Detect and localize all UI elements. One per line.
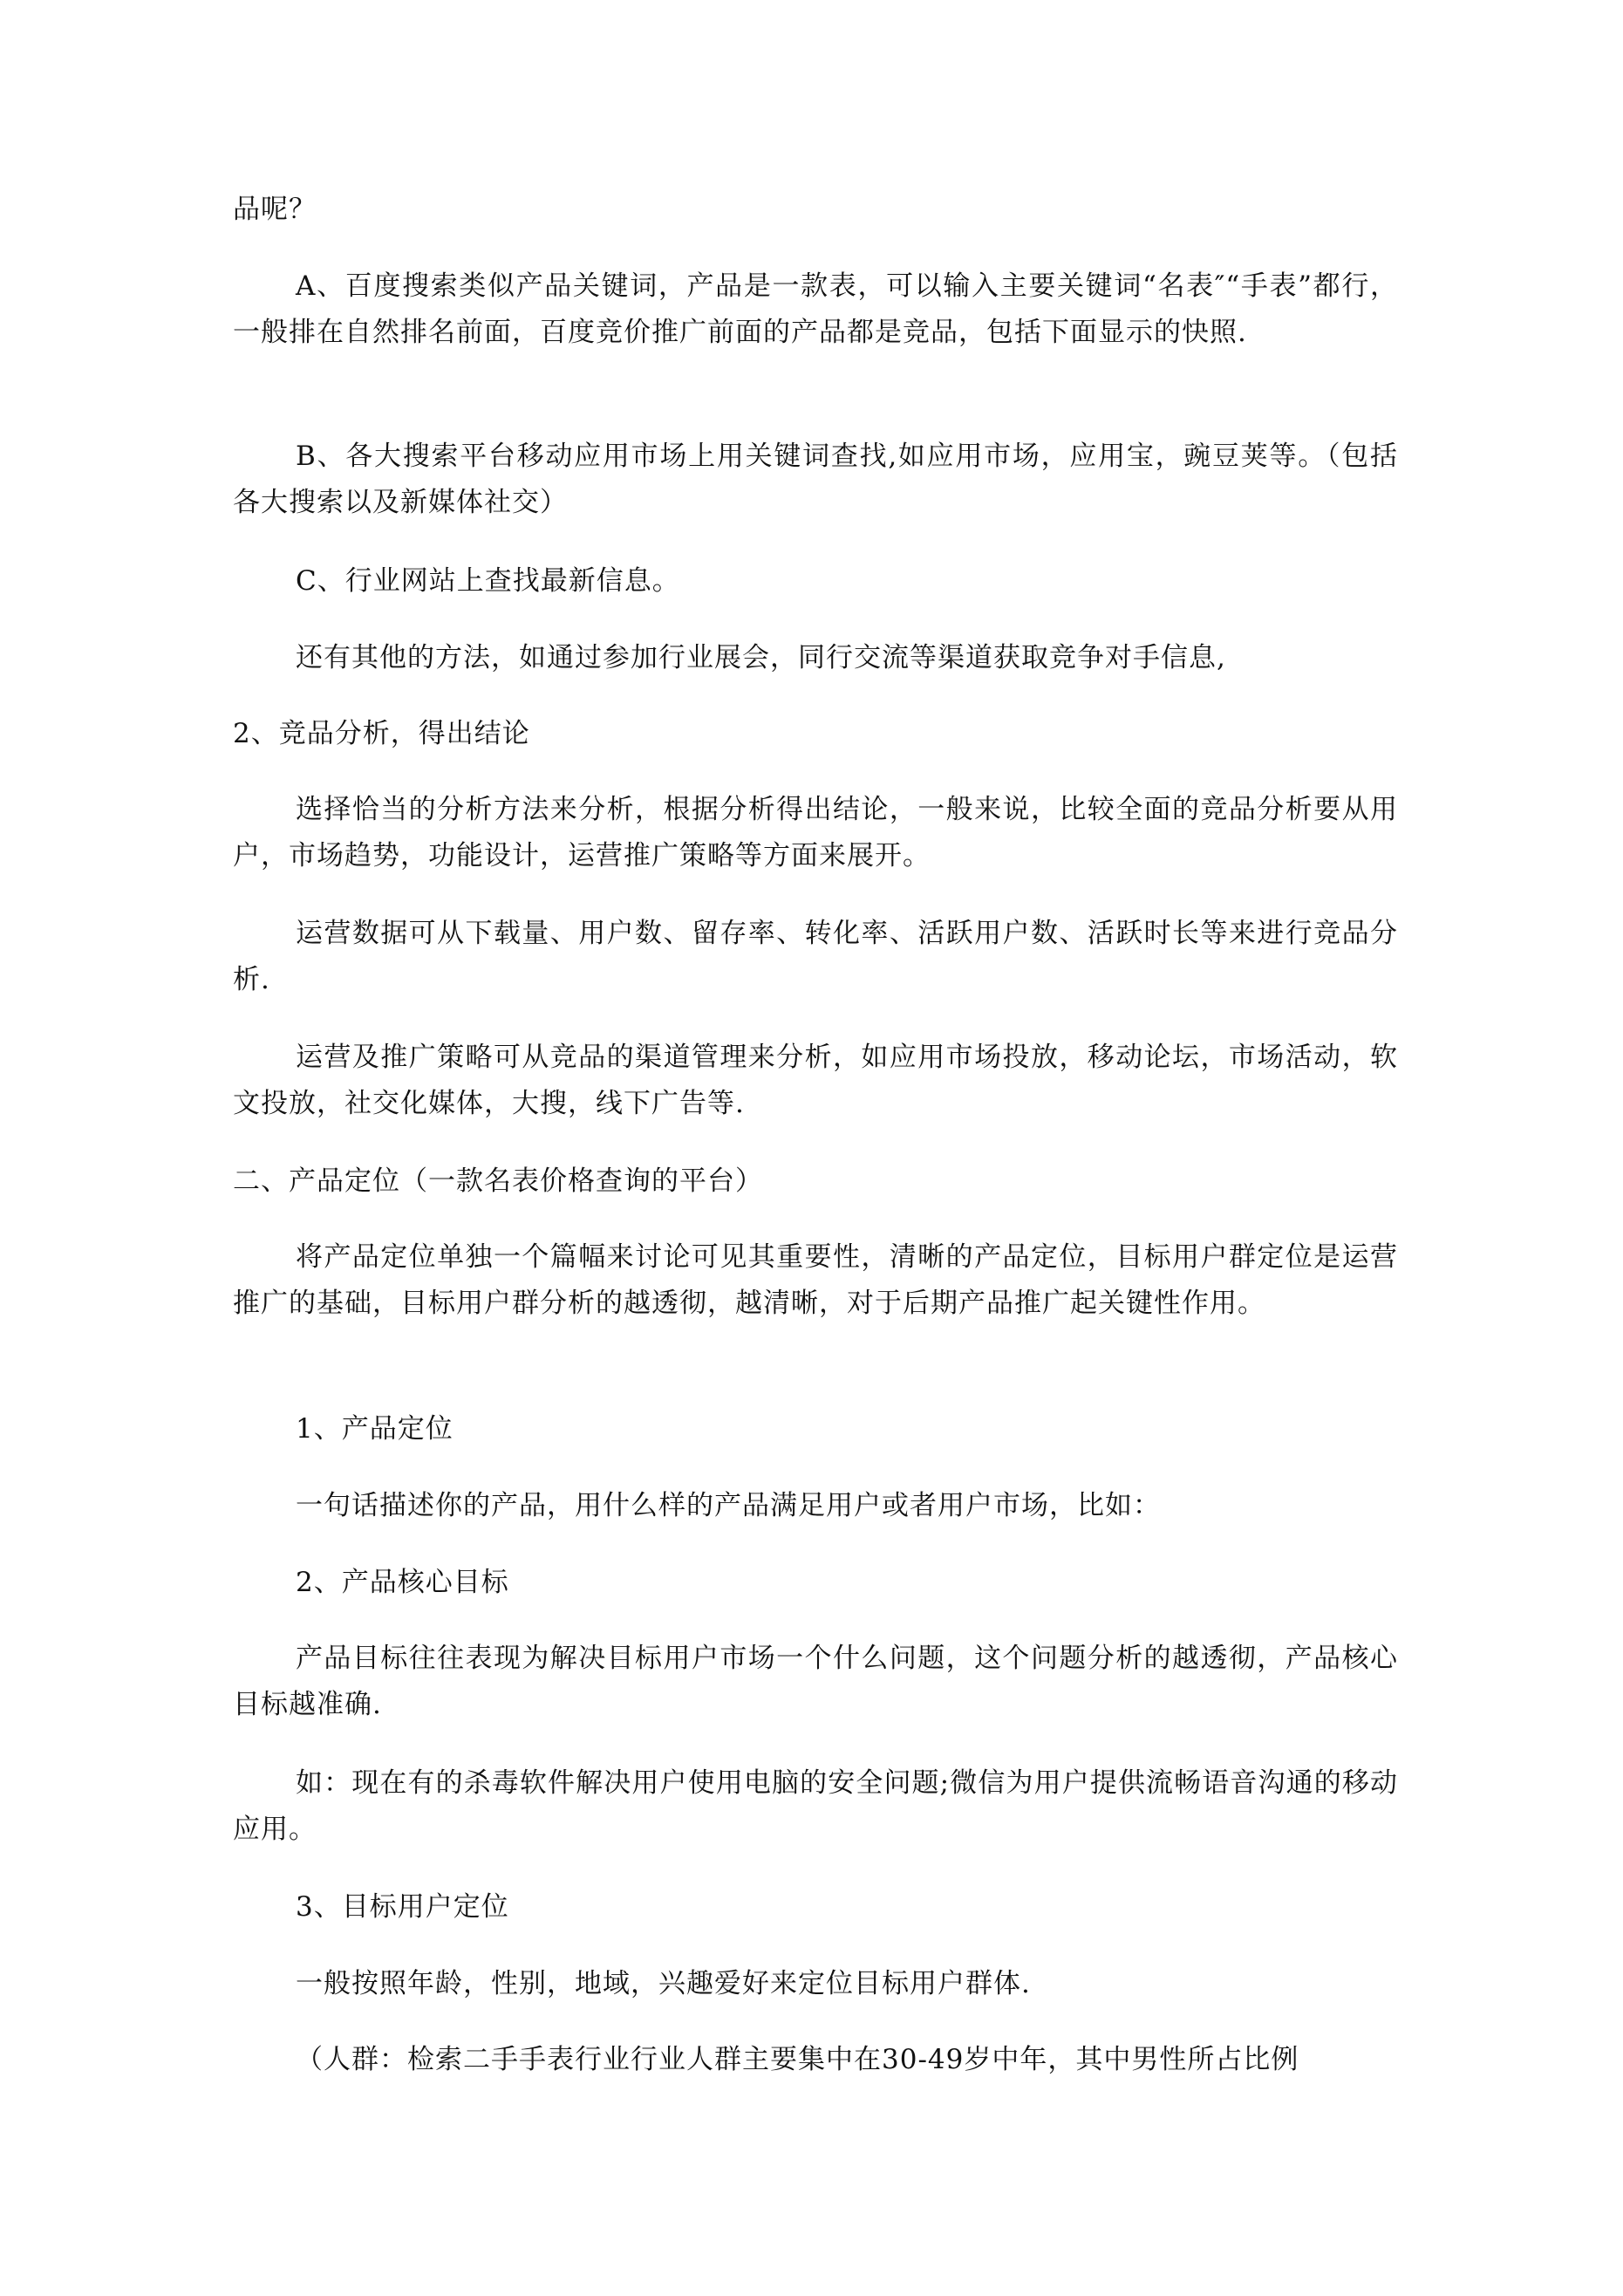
paragraph-method-b: B、各大搜索平台移动应用市场上用关键词查找,如应用市场，应用宝，豌豆荚等。（包括各大搜索以及新媒体社交） [233, 441, 1398, 518]
paragraph-continuation: 品呢？ [233, 194, 317, 225]
paragraph-product-goal: 产品目标往往表现为解决目标用户市场一个什么问题，这个问题分析的越透彻，产品核心目标越准确. [233, 1643, 1398, 1720]
paragraph-one-sentence: 一句话描述你的产品，用什么样的产品满足用户或者用户市场，比如： [296, 1490, 1161, 1521]
section-heading-product-positioning: 二、产品定位（一款名表价格查询的平台） [233, 1165, 763, 1197]
subheading-product-positioning: 1、产品定位 [296, 1413, 453, 1445]
section-heading-competitor-analysis: 2、竞品分析，得出结论 [233, 718, 530, 749]
paragraph-example: 如：现在有的杀毒软件解决用户使用电脑的安全问题;微信为用户提供流畅语音沟通的移动应用。 [233, 1767, 1398, 1845]
paragraph-other-methods: 还有其他的方法，如通过参加行业展会，同行交流等渠道获取竞争对手信息, [296, 642, 1226, 673]
paragraph-analysis-method: 选择恰当的分析方法来分析，根据分析得出结论，一般来说，比较全面的竞品分析要从用户，市场趋势，功能设计，运营推广策略等方面来展开。 [233, 794, 1398, 871]
paragraph-positioning-importance: 将产品定位单独一个篇幅来讨论可见其重要性，清晰的产品定位，目标用户群定位是运营推广的基础，目标用户群分析的越透彻，越清晰，对于后期产品推广起关键性作用。 [233, 1241, 1398, 1319]
paragraph-operation-data: 运营数据可从下载量、用户数、留存率、转化率、活跃用户数、活跃时长等来进行竞品分析. [233, 918, 1398, 995]
subheading-core-goal: 2、产品核心目标 [296, 1567, 509, 1598]
paragraph-user-segmentation: 一般按照年龄，性别，地域，兴趣爱好来定位目标用户群体. [296, 1968, 1031, 1999]
subheading-target-users: 3、目标用户定位 [296, 1891, 509, 1923]
paragraph-promotion-strategy: 运营及推广策略可从竞品的渠道管理来分析，如应用市场投放，移动论坛，市场活动，软文投放，社交化媒体，大搜，线下广告等. [233, 1042, 1398, 1119]
paragraph-method-a: A、百度搜索类似产品关键词，产品是一款表，可以输入主要关键词“名表″“手表”都行，一般排在自然排名前面，百度竞价推广前面的产品都是竞品，包括下面显示的快照. [233, 270, 1398, 348]
paragraph-method-c: C、行业网站上查找最新信息。 [296, 565, 680, 597]
paragraph-user-demographics: （人群：检索二手手表行业行业人群主要集中在30-49岁中年，其中男性所占比例 [296, 2044, 1299, 2075]
